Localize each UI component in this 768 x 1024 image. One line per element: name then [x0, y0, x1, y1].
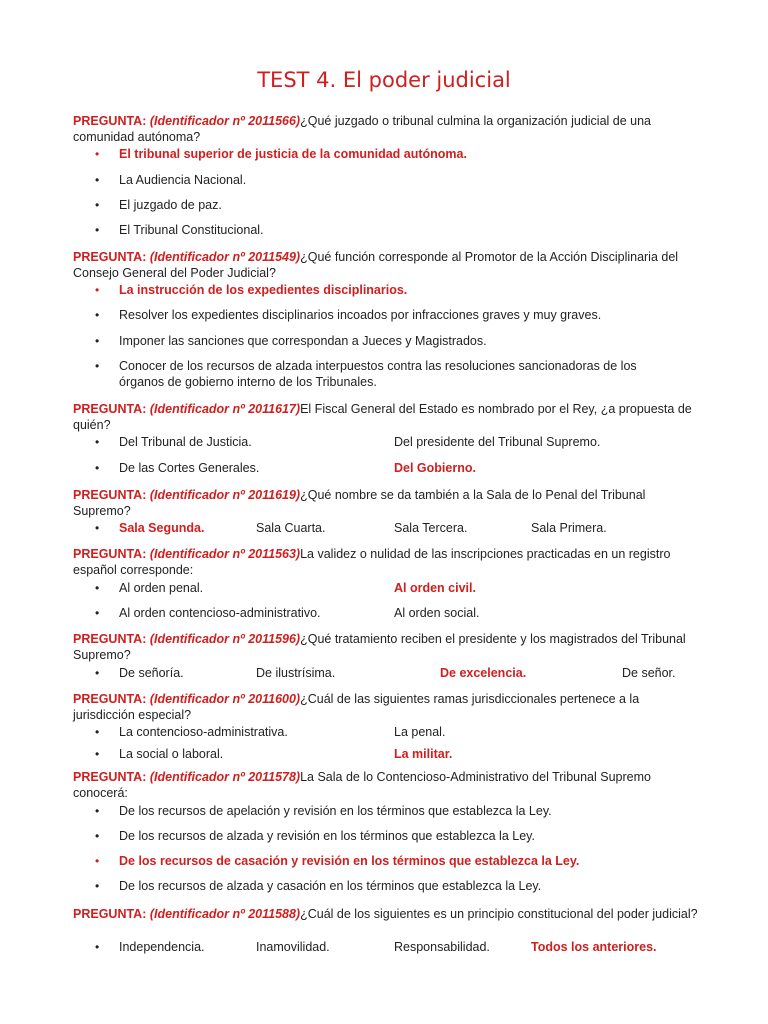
bullet-icon: •: [95, 829, 100, 843]
question-label: PREGUNTA:: [73, 547, 147, 561]
option: De las Cortes Generales.: [119, 461, 260, 475]
option: De ilustrísima.: [256, 666, 336, 680]
option: El juzgado de paz.: [119, 198, 222, 212]
bullet-icon: •: [95, 606, 100, 620]
bullet-icon: •: [95, 173, 100, 187]
option: Al orden contencioso-administrativo.: [119, 606, 321, 620]
option: Independencia.: [119, 940, 205, 954]
question-id: (Identificador nº 2011578): [149, 770, 301, 784]
option-correct: La instrucción de los expedientes disciplinarios.: [119, 283, 408, 297]
question-label: PREGUNTA:: [73, 250, 147, 264]
option: El Tribunal Constitucional.: [119, 223, 264, 237]
question-5: [73, 546, 698, 578]
question-1: [73, 113, 698, 145]
question-id: (Identificador nº 2011563): [149, 547, 301, 561]
option-correct: Sala Segunda.: [119, 521, 205, 535]
bullet-icon: •: [95, 854, 100, 868]
option: De señor.: [622, 666, 676, 680]
question-text: La validez o nulidad de las inscripciones practicadas en un registro español corresponde:: [73, 547, 671, 577]
option: Resolver los expedientes disciplinarios incoados por infracciones graves y muy graves.: [119, 308, 602, 322]
question-text: ¿Qué nombre se da también a la Sala de lo Penal del Tribunal Supremo?: [73, 488, 646, 518]
bullet-icon: •: [95, 359, 100, 373]
question-id: (Identificador nº 2011566): [149, 114, 301, 128]
option-correct: La militar.: [394, 747, 453, 761]
bullet-icon: •: [95, 461, 100, 475]
option: Sala Cuarta.: [256, 521, 326, 535]
bullet-icon: •: [95, 198, 100, 212]
bullet-icon: •: [95, 804, 100, 818]
question-id: (Identificador nº 2011549): [149, 250, 301, 264]
question-label: PREGUNTA:: [73, 402, 147, 416]
question-text: ¿Cuál de las siguientes ramas jurisdiccionales pertenece a la jurisdicción especial?: [73, 692, 640, 722]
option: Responsabilidad.: [394, 940, 490, 954]
option-correct: Del Gobierno.: [394, 461, 476, 475]
question-id: (Identificador nº 2011596): [149, 632, 301, 646]
question-text: ¿Qué juzgado o tribunal culmina la organización judicial de una comunidad autónoma?: [73, 114, 652, 144]
bullet-icon: •: [95, 747, 100, 761]
question-label: PREGUNTA:: [73, 692, 147, 706]
question-text: ¿Qué tratamiento reciben el presidente y los magistrados del Tribunal Supremo?: [73, 632, 686, 662]
bullet-icon: •: [95, 521, 100, 535]
question-8: [73, 769, 698, 801]
option: De los recursos de alzada y revisión en los términos que establezca la Ley.: [119, 829, 535, 843]
question-label: PREGUNTA:: [73, 770, 147, 784]
option: Del presidente del Tribunal Supremo.: [394, 435, 601, 449]
question-text: El Fiscal General del Estado es nombrado por el Rey, ¿a propuesta de quién?: [73, 402, 692, 432]
bullet-icon: •: [95, 666, 100, 680]
bullet-icon: •: [95, 283, 100, 297]
option: De los recursos de apelación y revisión en los términos que establezca la Ley.: [119, 804, 552, 818]
option: De los recursos de alzada y casación en los términos que establezca la Ley.: [119, 879, 542, 893]
question-2: [73, 249, 698, 281]
question-label: PREGUNTA:: [73, 488, 147, 502]
question-9: [73, 906, 698, 922]
option: Conocer de los recursos de alzada interpuestos contra las resoluciones sancionadoras de los órganos de gobierno interno de los Tribunales.: [119, 359, 637, 389]
option: Al orden penal.: [119, 581, 204, 595]
bullet-icon: •: [95, 147, 100, 161]
option: La social o laboral.: [119, 747, 224, 761]
question-text: La Sala de lo Contencioso-Administrativo del Tribunal Supremo conocerá:: [73, 770, 651, 800]
question-id: (Identificador nº 2011617): [149, 402, 301, 416]
bullet-icon: •: [95, 940, 100, 954]
bullet-icon: •: [95, 879, 100, 893]
option: De señoría.: [119, 666, 184, 680]
option: Imponer las sanciones que correspondan a Jueces y Magistrados.: [119, 334, 487, 348]
bullet-icon: •: [95, 725, 100, 739]
option-correct: De excelencia.: [440, 666, 527, 680]
option: Del Tribunal de Justicia.: [119, 435, 252, 449]
question-3: [73, 401, 698, 433]
question-id: (Identificador nº 2011619): [149, 488, 301, 502]
question-label: PREGUNTA:: [73, 632, 147, 646]
bullet-icon: •: [95, 223, 100, 237]
option: La penal.: [394, 725, 446, 739]
bullet-icon: •: [95, 334, 100, 348]
question-label: PREGUNTA:: [73, 907, 147, 921]
question-id: (Identificador nº 2011588): [149, 907, 301, 921]
option-correct: De los recursos de casación y revisión en los términos que establezca la Ley.: [119, 854, 580, 868]
option-correct: El tribunal superior de justicia de la comunidad autónoma.: [119, 147, 467, 161]
question-7: [73, 691, 698, 723]
question-text: ¿Qué función corresponde al Promotor de la Acción Disciplinaria del Consejo General del Poder Judicial?: [73, 250, 679, 280]
option: La Audiencia Nacional.: [119, 173, 247, 187]
option: Inamovilidad.: [256, 940, 330, 954]
question-id: (Identificador nº 2011600): [149, 692, 301, 706]
bullet-icon: •: [95, 435, 100, 449]
option: Sala Tercera.: [394, 521, 468, 535]
page-title: TEST 4. El poder judicial: [257, 68, 511, 92]
option: Sala Primera.: [531, 521, 607, 535]
question-label: PREGUNTA:: [73, 114, 147, 128]
bullet-icon: •: [95, 308, 100, 322]
option-correct: Todos los anteriores.: [531, 940, 657, 954]
question-4: [73, 487, 698, 519]
question-6: [73, 631, 698, 663]
question-text: ¿Cuál de los siguientes es un principio constitucional del poder judicial?: [300, 907, 698, 921]
option-correct: Al orden civil.: [394, 581, 476, 595]
option: Al orden social.: [394, 606, 480, 620]
bullet-icon: •: [95, 581, 100, 595]
option: La contencioso-administrativa.: [119, 725, 288, 739]
